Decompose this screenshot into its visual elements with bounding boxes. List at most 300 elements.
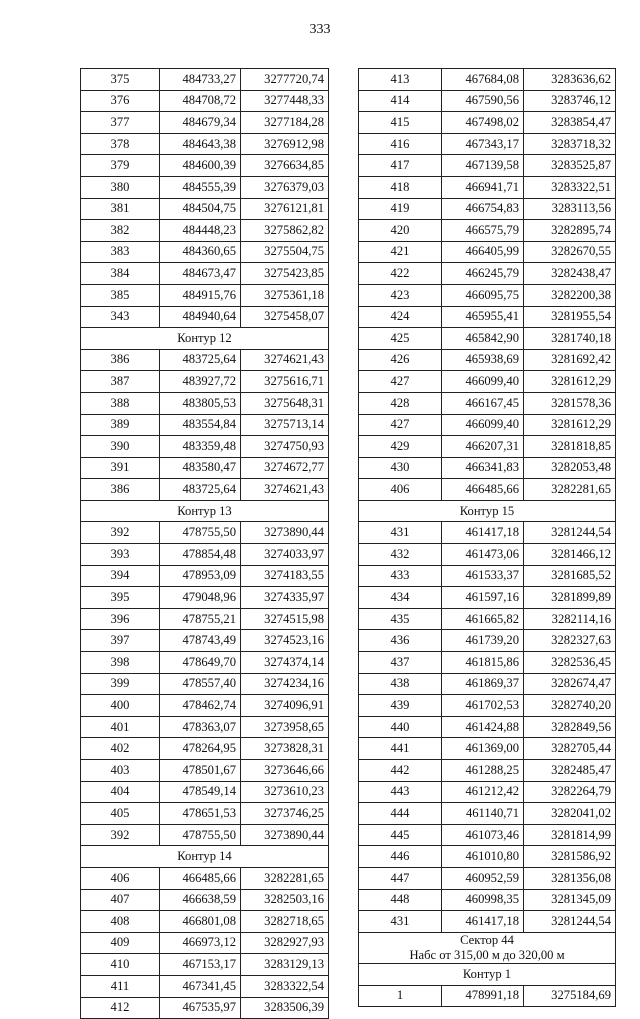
x-coordinate-cell: 478854,48: [160, 544, 241, 566]
x-coordinate-cell: 466099,40: [442, 414, 524, 436]
table-row: [81, 716, 329, 738]
table-row: [81, 608, 329, 630]
y-coordinate-cell: 3275184,69: [524, 985, 616, 1007]
table-row: [81, 241, 329, 263]
point-number-cell: 433: [359, 565, 442, 587]
y-coordinate-cell: 3281955,54: [524, 306, 616, 328]
point-number-cell: 421: [359, 241, 442, 263]
y-coordinate-cell: 3283113,56: [524, 198, 616, 220]
y-coordinate-cell: 3282114,16: [524, 608, 616, 630]
table-row: [81, 781, 329, 803]
y-coordinate-cell: 3275713,14: [241, 414, 329, 436]
table-row: [81, 997, 329, 1019]
coordinates-table-right: [358, 68, 616, 1007]
table-row: [81, 932, 329, 954]
y-coordinate-cell: 3281356,08: [524, 867, 616, 889]
y-coordinate-cell: 3274621,43: [241, 479, 329, 501]
x-coordinate-cell: 478651,53: [160, 803, 241, 825]
point-number-cell: 439: [359, 695, 442, 717]
point-number-cell: 443: [359, 781, 442, 803]
x-coordinate-cell: 483725,64: [160, 349, 241, 371]
point-number-cell: 389: [81, 414, 160, 436]
x-coordinate-cell: 461473,06: [442, 544, 524, 566]
table-row: [359, 306, 616, 328]
x-coordinate-cell: 466973,12: [160, 932, 241, 954]
y-coordinate-cell: 3281345,09: [524, 889, 616, 911]
x-coordinate-cell: 461369,00: [442, 738, 524, 760]
point-number-cell: 410: [81, 954, 160, 976]
x-coordinate-cell: 466485,66: [160, 867, 241, 889]
point-number-cell: 423: [359, 284, 442, 306]
y-coordinate-cell: 3282264,79: [524, 781, 616, 803]
table-row: [81, 306, 329, 328]
point-number-cell: 419: [359, 198, 442, 220]
point-number-cell: 406: [81, 867, 160, 889]
table-row: [359, 349, 616, 371]
y-coordinate-cell: 3282281,65: [241, 867, 329, 889]
y-coordinate-cell: 3283322,54: [241, 975, 329, 997]
point-number-cell: 401: [81, 716, 160, 738]
point-number-cell: 430: [359, 457, 442, 479]
y-coordinate-cell: 3274750,93: [241, 436, 329, 458]
contour-header: Контур 14: [81, 846, 329, 868]
point-number-cell: 438: [359, 673, 442, 695]
table-row: [81, 738, 329, 760]
x-coordinate-cell: 467498,02: [442, 112, 524, 134]
table-row: [359, 436, 616, 458]
point-number-cell: 448: [359, 889, 442, 911]
point-number-cell: 434: [359, 587, 442, 609]
point-number-cell: 390: [81, 436, 160, 458]
table-row: [81, 889, 329, 911]
table-row: [81, 414, 329, 436]
table-row: [81, 954, 329, 976]
x-coordinate-cell: 467139,58: [442, 155, 524, 177]
point-number-cell: 375: [81, 69, 160, 91]
point-number-cell: 436: [359, 630, 442, 652]
y-coordinate-cell: 3281578,36: [524, 392, 616, 414]
table-row: [81, 263, 329, 285]
table-row: [359, 565, 616, 587]
x-coordinate-cell: 484915,76: [160, 284, 241, 306]
table-row: [81, 565, 329, 587]
x-coordinate-cell: 461424,88: [442, 716, 524, 738]
x-coordinate-cell: 478557,40: [160, 673, 241, 695]
contour-header-row: [81, 846, 329, 868]
point-number-cell: 1: [359, 985, 442, 1007]
y-coordinate-cell: 3282718,65: [241, 911, 329, 933]
y-coordinate-cell: 3282281,65: [524, 479, 616, 501]
x-coordinate-cell: 467343,17: [442, 133, 524, 155]
point-number-cell: 393: [81, 544, 160, 566]
x-coordinate-cell: 484504,75: [160, 198, 241, 220]
x-coordinate-cell: 466754,83: [442, 198, 524, 220]
y-coordinate-cell: 3281466,12: [524, 544, 616, 566]
x-coordinate-cell: 461869,37: [442, 673, 524, 695]
x-coordinate-cell: 465938,69: [442, 349, 524, 371]
point-number-cell: 409: [81, 932, 160, 954]
y-coordinate-cell: 3274515,98: [241, 608, 329, 630]
table-row: [81, 695, 329, 717]
table-row: [81, 803, 329, 825]
point-number-cell: 394: [81, 565, 160, 587]
x-coordinate-cell: 461417,18: [442, 522, 524, 544]
x-coordinate-cell: 467153,17: [160, 954, 241, 976]
table-row: [81, 975, 329, 997]
x-coordinate-cell: 466405,99: [442, 241, 524, 263]
sector-title: Сектор 44: [460, 932, 514, 947]
y-coordinate-cell: 3282041,02: [524, 803, 616, 825]
point-number-cell: 395: [81, 587, 160, 609]
table-row: [81, 630, 329, 652]
table-row: [81, 198, 329, 220]
contour-header-row: [359, 963, 616, 985]
x-coordinate-cell: 478755,50: [160, 522, 241, 544]
x-coordinate-cell: 466167,45: [442, 392, 524, 414]
x-coordinate-cell: 461212,42: [442, 781, 524, 803]
x-coordinate-cell: 483554,84: [160, 414, 241, 436]
y-coordinate-cell: 3281685,52: [524, 565, 616, 587]
point-number-cell: 424: [359, 306, 442, 328]
x-coordinate-cell: 461702,53: [442, 695, 524, 717]
point-number-cell: 445: [359, 824, 442, 846]
x-coordinate-cell: 460998,35: [442, 889, 524, 911]
x-coordinate-cell: 484679,34: [160, 112, 241, 134]
x-coordinate-cell: 461417,18: [442, 911, 524, 933]
x-coordinate-cell: 478755,21: [160, 608, 241, 630]
x-coordinate-cell: 479048,96: [160, 587, 241, 609]
y-coordinate-cell: 3273828,31: [241, 738, 329, 760]
table-row: [359, 328, 616, 350]
table-row: [359, 392, 616, 414]
table-row: [81, 587, 329, 609]
table-row: [359, 220, 616, 242]
point-number-cell: 399: [81, 673, 160, 695]
point-number-cell: 431: [359, 911, 442, 933]
table-row: [359, 284, 616, 306]
y-coordinate-cell: 3274234,16: [241, 673, 329, 695]
table-row: [81, 867, 329, 889]
point-number-cell: 392: [81, 824, 160, 846]
y-coordinate-cell: 3273746,25: [241, 803, 329, 825]
point-number-cell: 440: [359, 716, 442, 738]
x-coordinate-cell: 484448,23: [160, 220, 241, 242]
x-coordinate-cell: 461288,25: [442, 760, 524, 782]
y-coordinate-cell: 3281612,29: [524, 414, 616, 436]
x-coordinate-cell: 478649,70: [160, 652, 241, 674]
y-coordinate-cell: 3281740,18: [524, 328, 616, 350]
y-coordinate-cell: 3276912,98: [241, 133, 329, 155]
y-coordinate-cell: 3282438,47: [524, 263, 616, 285]
y-coordinate-cell: 3283746,12: [524, 90, 616, 112]
table-row: [359, 889, 616, 911]
x-coordinate-cell: 467341,45: [160, 975, 241, 997]
y-coordinate-cell: 3274374,14: [241, 652, 329, 674]
table-row: [359, 846, 616, 868]
point-number-cell: 426: [359, 349, 442, 371]
y-coordinate-cell: 3283525,87: [524, 155, 616, 177]
y-coordinate-cell: 3273958,65: [241, 716, 329, 738]
table-row: [359, 985, 616, 1007]
x-coordinate-cell: 465842,90: [442, 328, 524, 350]
x-coordinate-cell: 478755,50: [160, 824, 241, 846]
y-coordinate-cell: 3277720,74: [241, 69, 329, 91]
x-coordinate-cell: 466245,79: [442, 263, 524, 285]
y-coordinate-cell: 3274033,97: [241, 544, 329, 566]
point-number-cell: 406: [359, 479, 442, 501]
y-coordinate-cell: 3281814,99: [524, 824, 616, 846]
table-row: [359, 112, 616, 134]
point-number-cell: 444: [359, 803, 442, 825]
table-row: [81, 652, 329, 674]
x-coordinate-cell: 466485,66: [442, 479, 524, 501]
point-number-cell: 376: [81, 90, 160, 112]
point-number-cell: 387: [81, 371, 160, 393]
y-coordinate-cell: 3275458,07: [241, 306, 329, 328]
y-coordinate-cell: 3281818,85: [524, 436, 616, 458]
table-row: [359, 695, 616, 717]
table-row: [359, 652, 616, 674]
table-row: [81, 220, 329, 242]
y-coordinate-cell: 3275504,75: [241, 241, 329, 263]
table-row: [359, 479, 616, 501]
table-row: [359, 371, 616, 393]
point-number-cell: 384: [81, 263, 160, 285]
y-coordinate-cell: 3273646,66: [241, 760, 329, 782]
point-number-cell: 380: [81, 176, 160, 198]
table-row: [359, 760, 616, 782]
sector-height-range: Набс от 315,00 м до 320,00 м: [409, 947, 565, 962]
point-number-cell: 398: [81, 652, 160, 674]
table-row: [359, 911, 616, 933]
point-number-cell: 412: [81, 997, 160, 1019]
point-number-cell: 405: [81, 803, 160, 825]
table-row: [359, 867, 616, 889]
y-coordinate-cell: 3282670,55: [524, 241, 616, 263]
point-number-cell: 447: [359, 867, 442, 889]
table-row: [359, 133, 616, 155]
y-coordinate-cell: 3277184,28: [241, 112, 329, 134]
table-row: [81, 479, 329, 501]
x-coordinate-cell: 478363,07: [160, 716, 241, 738]
contour-header: Контур 12: [81, 328, 329, 350]
x-coordinate-cell: 478462,74: [160, 695, 241, 717]
y-coordinate-cell: 3275423,85: [241, 263, 329, 285]
y-coordinate-cell: 3281692,42: [524, 349, 616, 371]
x-coordinate-cell: 466941,71: [442, 176, 524, 198]
y-coordinate-cell: 3282327,63: [524, 630, 616, 652]
table-row: [359, 781, 616, 803]
contour-header-row: [81, 328, 329, 350]
table-row: [81, 673, 329, 695]
point-number-cell: 379: [81, 155, 160, 177]
table-row: [359, 522, 616, 544]
y-coordinate-cell: 3273890,44: [241, 522, 329, 544]
point-number-cell: 431: [359, 522, 442, 544]
table-row: [81, 392, 329, 414]
point-number-cell: 391: [81, 457, 160, 479]
table-row: [359, 738, 616, 760]
table-row: [359, 241, 616, 263]
table-row: [359, 414, 616, 436]
point-number-cell: 417: [359, 155, 442, 177]
contour-header: Контур 15: [359, 500, 616, 522]
table-row: [81, 133, 329, 155]
x-coordinate-cell: 461815,86: [442, 652, 524, 674]
table-row: [81, 457, 329, 479]
point-number-cell: 425: [359, 328, 442, 350]
table-row: [81, 371, 329, 393]
point-number-cell: 411: [81, 975, 160, 997]
x-coordinate-cell: 483580,47: [160, 457, 241, 479]
y-coordinate-cell: 3282705,44: [524, 738, 616, 760]
point-number-cell: 437: [359, 652, 442, 674]
sector-header-row: [359, 932, 616, 963]
table-row: [81, 155, 329, 177]
x-coordinate-cell: 466638,59: [160, 889, 241, 911]
point-number-cell: 427: [359, 371, 442, 393]
sector-header: [359, 932, 616, 963]
point-number-cell: 402: [81, 738, 160, 760]
table-row: [81, 284, 329, 306]
y-coordinate-cell: 3274523,16: [241, 630, 329, 652]
point-number-cell: 442: [359, 760, 442, 782]
point-number-cell: 378: [81, 133, 160, 155]
y-coordinate-cell: 3283322,51: [524, 176, 616, 198]
y-coordinate-cell: 3273610,23: [241, 781, 329, 803]
table-row: [81, 69, 329, 91]
point-number-cell: 400: [81, 695, 160, 717]
table-row: [81, 112, 329, 134]
y-coordinate-cell: 3282849,56: [524, 716, 616, 738]
table-row: [359, 198, 616, 220]
y-coordinate-cell: 3276634,85: [241, 155, 329, 177]
table-row: [359, 263, 616, 285]
x-coordinate-cell: 466341,83: [442, 457, 524, 479]
point-number-cell: 427: [359, 414, 442, 436]
point-number-cell: 446: [359, 846, 442, 868]
point-number-cell: 403: [81, 760, 160, 782]
x-coordinate-cell: 461010,80: [442, 846, 524, 868]
table-row: [359, 544, 616, 566]
x-coordinate-cell: 461597,16: [442, 587, 524, 609]
point-number-cell: 435: [359, 608, 442, 630]
y-coordinate-cell: 3283506,39: [241, 997, 329, 1019]
x-coordinate-cell: 460952,59: [442, 867, 524, 889]
x-coordinate-cell: 467684,08: [442, 69, 524, 91]
point-number-cell: 386: [81, 479, 160, 501]
x-coordinate-cell: 461665,82: [442, 608, 524, 630]
table-row: [359, 176, 616, 198]
x-coordinate-cell: 467535,97: [160, 997, 241, 1019]
y-coordinate-cell: 3274621,43: [241, 349, 329, 371]
table-row: [359, 824, 616, 846]
y-coordinate-cell: 3281899,89: [524, 587, 616, 609]
x-coordinate-cell: 478743,49: [160, 630, 241, 652]
x-coordinate-cell: 461073,46: [442, 824, 524, 846]
table-row: [81, 911, 329, 933]
table-row: [81, 522, 329, 544]
point-number-cell: 407: [81, 889, 160, 911]
y-coordinate-cell: 3277448,33: [241, 90, 329, 112]
table-row: [81, 90, 329, 112]
y-coordinate-cell: 3274335,97: [241, 587, 329, 609]
coordinates-table-left: [80, 68, 329, 1019]
x-coordinate-cell: 478991,18: [442, 985, 524, 1007]
point-number-cell: 382: [81, 220, 160, 242]
y-coordinate-cell: 3282740,20: [524, 695, 616, 717]
point-number-cell: 381: [81, 198, 160, 220]
table-row: [359, 69, 616, 91]
point-number-cell: 383: [81, 241, 160, 263]
table-row: [359, 673, 616, 695]
contour-header: Контур 13: [81, 500, 329, 522]
y-coordinate-cell: 3275616,71: [241, 371, 329, 393]
contour-header: Контур 1: [359, 963, 616, 985]
y-coordinate-cell: 3282485,47: [524, 760, 616, 782]
point-number-cell: 413: [359, 69, 442, 91]
y-coordinate-cell: 3282927,93: [241, 932, 329, 954]
x-coordinate-cell: 461140,71: [442, 803, 524, 825]
table-row: [81, 436, 329, 458]
x-coordinate-cell: 484940,64: [160, 306, 241, 328]
point-number-cell: 418: [359, 176, 442, 198]
x-coordinate-cell: 466207,31: [442, 436, 524, 458]
table-row: [81, 760, 329, 782]
point-number-cell: 422: [359, 263, 442, 285]
x-coordinate-cell: 483725,64: [160, 479, 241, 501]
point-number-cell: 396: [81, 608, 160, 630]
y-coordinate-cell: 3281244,54: [524, 911, 616, 933]
table-row: [359, 155, 616, 177]
x-coordinate-cell: 483359,48: [160, 436, 241, 458]
y-coordinate-cell: 3282503,16: [241, 889, 329, 911]
x-coordinate-cell: 484673,47: [160, 263, 241, 285]
y-coordinate-cell: 3282895,74: [524, 220, 616, 242]
x-coordinate-cell: 484643,38: [160, 133, 241, 155]
point-number-cell: 432: [359, 544, 442, 566]
x-coordinate-cell: 467590,56: [442, 90, 524, 112]
y-coordinate-cell: 3283854,47: [524, 112, 616, 134]
y-coordinate-cell: 3283636,62: [524, 69, 616, 91]
y-coordinate-cell: 3282536,45: [524, 652, 616, 674]
y-coordinate-cell: 3275648,31: [241, 392, 329, 414]
x-coordinate-cell: 478264,95: [160, 738, 241, 760]
x-coordinate-cell: 478501,67: [160, 760, 241, 782]
point-number-cell: 386: [81, 349, 160, 371]
x-coordinate-cell: 466099,40: [442, 371, 524, 393]
y-coordinate-cell: 3283129,13: [241, 954, 329, 976]
table-row: [359, 90, 616, 112]
point-number-cell: 408: [81, 911, 160, 933]
table-row: [359, 457, 616, 479]
y-coordinate-cell: 3274672,77: [241, 457, 329, 479]
table-row: [359, 587, 616, 609]
table-row: [81, 349, 329, 371]
x-coordinate-cell: 478953,09: [160, 565, 241, 587]
point-number-cell: 377: [81, 112, 160, 134]
x-coordinate-cell: 466801,08: [160, 911, 241, 933]
y-coordinate-cell: 3282200,38: [524, 284, 616, 306]
table-row: [359, 630, 616, 652]
y-coordinate-cell: 3282674,47: [524, 673, 616, 695]
x-coordinate-cell: 484555,39: [160, 176, 241, 198]
y-coordinate-cell: 3275361,18: [241, 284, 329, 306]
point-number-cell: 415: [359, 112, 442, 134]
point-number-cell: 343: [81, 306, 160, 328]
y-coordinate-cell: 3276379,03: [241, 176, 329, 198]
point-number-cell: 428: [359, 392, 442, 414]
